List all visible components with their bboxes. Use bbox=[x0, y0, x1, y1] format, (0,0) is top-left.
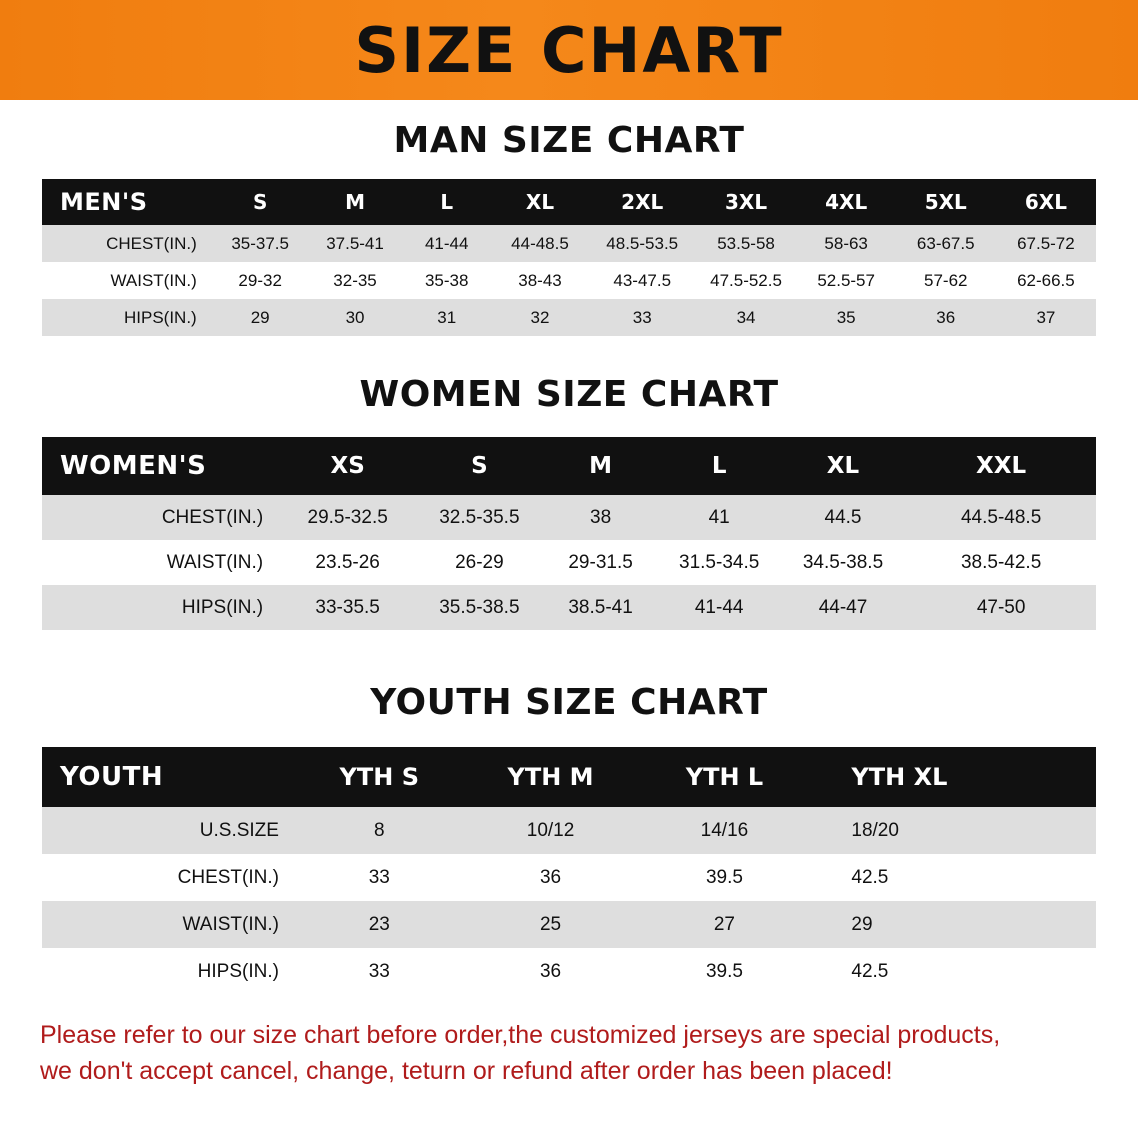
column-header: XXL bbox=[906, 437, 1096, 495]
table-cell: 35 bbox=[797, 299, 896, 336]
table-cell: 33 bbox=[589, 299, 695, 336]
table-cell: 62-66.5 bbox=[996, 262, 1096, 299]
column-header: 5XL bbox=[896, 179, 996, 225]
table-cell: 29 bbox=[811, 901, 1096, 948]
table-cell: 67.5-72 bbox=[996, 225, 1096, 262]
table-cell: 31 bbox=[402, 299, 491, 336]
table-cell: 18/20 bbox=[811, 807, 1096, 854]
row-label: HIPS(IN.) bbox=[42, 585, 279, 630]
column-header: M bbox=[543, 437, 659, 495]
women-section-title: WOMEN SIZE CHART bbox=[359, 374, 779, 415]
table-cell: 37 bbox=[996, 299, 1096, 336]
column-header: M bbox=[308, 179, 403, 225]
table-cell: 29 bbox=[213, 299, 308, 336]
table-cell: 31.5-34.5 bbox=[659, 540, 780, 585]
column-header: YTH M bbox=[464, 747, 638, 807]
table-cell: 47.5-52.5 bbox=[695, 262, 796, 299]
table-cell: 29-32 bbox=[213, 262, 308, 299]
table-cell: 30 bbox=[308, 299, 403, 336]
table-cell: 10/12 bbox=[464, 807, 638, 854]
table-cell: 35.5-38.5 bbox=[416, 585, 542, 630]
table-cell: 34.5-38.5 bbox=[780, 540, 906, 585]
table-cell: 44.5 bbox=[780, 495, 906, 540]
page-title: SIZE CHART bbox=[354, 14, 784, 87]
man-section-title: MAN SIZE CHART bbox=[393, 120, 745, 161]
table-row bbox=[42, 262, 1096, 299]
table-cell: 29-31.5 bbox=[543, 540, 659, 585]
table-cell: 27 bbox=[637, 901, 811, 948]
column-header: YOUTH bbox=[42, 747, 295, 807]
table-cell: 58-63 bbox=[797, 225, 896, 262]
table-cell: 44-48.5 bbox=[491, 225, 589, 262]
column-header: 4XL bbox=[797, 179, 896, 225]
column-header: WOMEN'S bbox=[42, 437, 279, 495]
table-cell: 38.5-41 bbox=[543, 585, 659, 630]
table-row bbox=[42, 807, 1096, 854]
row-label: U.S.SIZE bbox=[42, 807, 295, 854]
women-size-table bbox=[42, 437, 1096, 630]
table-header-row bbox=[42, 747, 1096, 807]
table-cell: 23.5-26 bbox=[279, 540, 416, 585]
table-cell: 8 bbox=[295, 807, 464, 854]
table-row bbox=[42, 901, 1096, 948]
column-header: XL bbox=[491, 179, 589, 225]
column-header: MEN'S bbox=[42, 179, 213, 225]
row-label: HIPS(IN.) bbox=[42, 948, 295, 995]
table-cell: 29.5-32.5 bbox=[279, 495, 416, 540]
youth-table-wrap bbox=[42, 747, 1096, 995]
table-cell: 14/16 bbox=[637, 807, 811, 854]
table-cell: 52.5-57 bbox=[797, 262, 896, 299]
table-cell: 23 bbox=[295, 901, 464, 948]
table-cell: 26-29 bbox=[416, 540, 542, 585]
table-cell: 39.5 bbox=[637, 854, 811, 901]
column-header: L bbox=[402, 179, 491, 225]
column-header: 3XL bbox=[695, 179, 796, 225]
table-row bbox=[42, 948, 1096, 995]
table-cell: 32 bbox=[491, 299, 589, 336]
table-cell: 47-50 bbox=[906, 585, 1096, 630]
table-row bbox=[42, 495, 1096, 540]
table-cell: 36 bbox=[896, 299, 996, 336]
youth-section-title: YOUTH SIZE CHART bbox=[370, 682, 768, 723]
man-size-table bbox=[42, 179, 1096, 336]
column-header: YTH L bbox=[637, 747, 811, 807]
table-cell: 48.5-53.5 bbox=[589, 225, 695, 262]
column-header: 2XL bbox=[589, 179, 695, 225]
disclaimer-note bbox=[40, 1017, 1098, 1090]
column-header: YTH S bbox=[295, 747, 464, 807]
column-header: YTH XL bbox=[811, 747, 1096, 807]
table-row bbox=[42, 299, 1096, 336]
table-row bbox=[42, 585, 1096, 630]
table-cell: 53.5-58 bbox=[695, 225, 796, 262]
man-table-wrap bbox=[42, 179, 1096, 336]
column-header: S bbox=[416, 437, 542, 495]
row-label: CHEST(IN.) bbox=[42, 225, 213, 262]
column-header: XL bbox=[780, 437, 906, 495]
table-cell: 35-37.5 bbox=[213, 225, 308, 262]
column-header: L bbox=[659, 437, 780, 495]
table-cell: 42.5 bbox=[811, 948, 1096, 995]
table-cell: 41-44 bbox=[402, 225, 491, 262]
row-label: WAIST(IN.) bbox=[42, 540, 279, 585]
table-cell: 44-47 bbox=[780, 585, 906, 630]
table-cell: 33 bbox=[295, 854, 464, 901]
row-label: HIPS(IN.) bbox=[42, 299, 213, 336]
row-label: CHEST(IN.) bbox=[42, 495, 279, 540]
disclaimer-line-2: we don't accept cancel, change, teturn or refund after order has been placed! bbox=[40, 1057, 893, 1086]
table-header-row bbox=[42, 437, 1096, 495]
youth-size-table bbox=[42, 747, 1096, 995]
table-cell: 33 bbox=[295, 948, 464, 995]
table-cell: 43-47.5 bbox=[589, 262, 695, 299]
table-cell: 41 bbox=[659, 495, 780, 540]
table-cell: 42.5 bbox=[811, 854, 1096, 901]
row-label: WAIST(IN.) bbox=[42, 901, 295, 948]
table-cell: 34 bbox=[695, 299, 796, 336]
table-cell: 36 bbox=[464, 948, 638, 995]
row-label: WAIST(IN.) bbox=[42, 262, 213, 299]
table-cell: 38 bbox=[543, 495, 659, 540]
table-cell: 35-38 bbox=[402, 262, 491, 299]
table-cell: 44.5-48.5 bbox=[906, 495, 1096, 540]
table-cell: 39.5 bbox=[637, 948, 811, 995]
table-cell: 33-35.5 bbox=[279, 585, 416, 630]
table-cell: 36 bbox=[464, 854, 638, 901]
table-row bbox=[42, 854, 1096, 901]
table-cell: 32-35 bbox=[308, 262, 403, 299]
table-row bbox=[42, 540, 1096, 585]
table-cell: 37.5-41 bbox=[308, 225, 403, 262]
table-cell: 41-44 bbox=[659, 585, 780, 630]
page-banner bbox=[0, 0, 1138, 100]
table-cell: 57-62 bbox=[896, 262, 996, 299]
table-cell: 38.5-42.5 bbox=[906, 540, 1096, 585]
table-row bbox=[42, 225, 1096, 262]
table-cell: 38-43 bbox=[491, 262, 589, 299]
women-table-wrap bbox=[42, 437, 1096, 630]
table-cell: 25 bbox=[464, 901, 638, 948]
column-header: XS bbox=[279, 437, 416, 495]
column-header: 6XL bbox=[996, 179, 1096, 225]
table-cell: 63-67.5 bbox=[896, 225, 996, 262]
table-header-row bbox=[42, 179, 1096, 225]
row-label: CHEST(IN.) bbox=[42, 854, 295, 901]
column-header: S bbox=[213, 179, 308, 225]
disclaimer-line-1: Please refer to our size chart before order,the customized jerseys are special products, bbox=[40, 1021, 1001, 1049]
table-cell: 32.5-35.5 bbox=[416, 495, 542, 540]
